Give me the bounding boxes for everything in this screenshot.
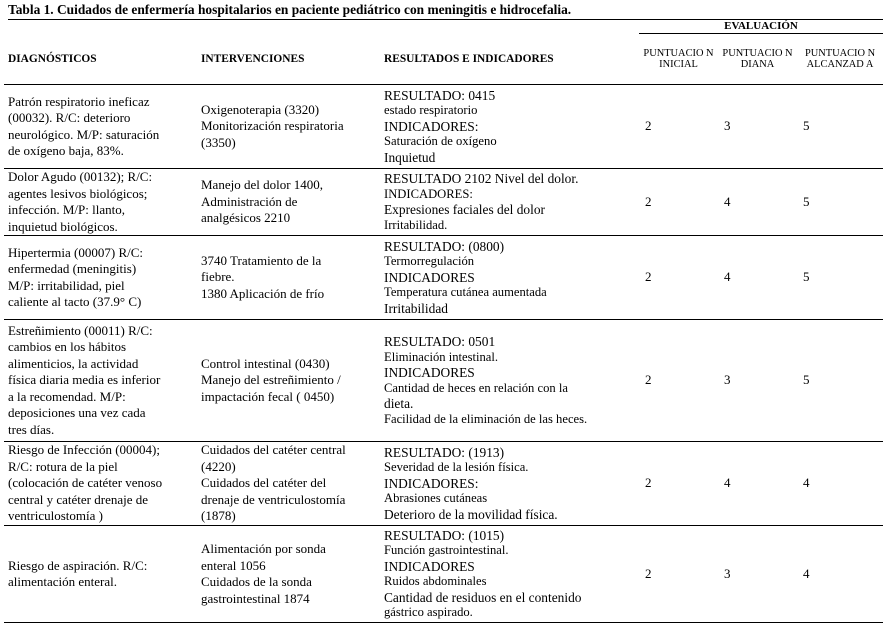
puntuacion-alcanzada-value: 5 (797, 85, 883, 169)
resultados-cell-line: Severidad de la lesión física. (384, 460, 529, 475)
intervenciones-header: INTERVENCIONES (197, 34, 380, 85)
diagnostico-cell-line: (colocación de catéter venoso (8, 475, 163, 491)
diagnostico-cell-line: Riesgo de aspiración. R/C: (8, 557, 148, 573)
resultados-cell-line: Abrasiones cutáneas (384, 491, 488, 506)
resultados-cell-line: Irritabilidad. (384, 217, 448, 232)
intervenciones-cell-line: Cuidados del catéter central (201, 442, 346, 458)
intervenciones-cell (197, 85, 380, 169)
care-table (4, 20, 883, 623)
intervenciones-cell-line: Alimentación por sonda (201, 541, 326, 556)
resultados-cell (380, 526, 639, 623)
intervenciones-cell-line: gastrointestinal 1874 (201, 590, 310, 606)
puntuacion-alcanzada-value: 5 (797, 169, 883, 236)
intervenciones-cell-line: Control intestinal (0430) (201, 355, 330, 371)
intervenciones-cell-line: enteral 1056 (201, 557, 266, 573)
resultados-cell-line: Inquietud (384, 149, 436, 165)
puntuacion-alcanzada-value: 4 (797, 442, 883, 526)
intervenciones-cell-line: impactación fecal ( 0450) (201, 388, 335, 404)
resultados-cell-line: Facilidad de la eliminación de las heces. (384, 411, 588, 426)
resultados-cell-line: Eliminación intestinal. (384, 349, 499, 364)
resultados-cell-line: INDICADORES (384, 558, 475, 574)
diagnostico-cell-line: alimenticios, la actividad (8, 355, 139, 371)
resultados-cell-line: Saturación de oxígeno (384, 134, 497, 149)
puntuacion-inicial-value: 2 (639, 442, 718, 526)
diagnostico-cell-line: neurológico. M/P: saturación (8, 126, 160, 142)
puntuacion-diana-header: PUNTUACIO N DIANA (718, 34, 797, 85)
diagnostico-cell-line: tres días. (8, 421, 55, 437)
resultados-cell (380, 169, 639, 236)
diagnostico-cell-line: central y catéter drenaje de (8, 491, 149, 507)
diagnostico-cell-line: Dolor Agudo (00132); R/C: (8, 169, 153, 184)
puntuacion-diana-value: 3 (718, 320, 797, 442)
intervenciones-cell-line: 3740 Tratamiento de la (201, 252, 322, 268)
diagnostico-cell (4, 320, 197, 442)
puntuacion-diana-value: 4 (718, 442, 797, 526)
resultados-cell (380, 236, 639, 320)
diagnostico-cell-line: alimentación enteral. (8, 574, 118, 589)
puntuacion-inicial-value: 2 (639, 85, 718, 169)
diagnostico-cell (4, 236, 197, 320)
resultados-cell-line: Cantidad de residuos en el contenido (384, 589, 582, 605)
intervenciones-cell-line: Cuidados del catéter del (201, 475, 327, 491)
intervenciones-cell-line: analgésicos 2210 (201, 210, 291, 226)
puntuacion-alcanzada-header: PUNTUACIO N ALCANZAD A (797, 34, 883, 85)
resultados-cell-line: Función gastrointestinal. (384, 543, 509, 557)
puntuacion-alcanzada-value: 5 (797, 320, 883, 442)
diagnostico-cell-line: Riesgo de Infección (00004); (8, 442, 160, 458)
intervenciones-cell-line: Manejo del estreñimiento / (201, 372, 341, 388)
resultados-cell-line: Irritabilidad (384, 300, 448, 316)
diagnostico-cell-line: a la recomendad. M/P: (8, 388, 126, 404)
resultados-cell-line: Expresiones faciales del dolor (384, 202, 546, 217)
diagnostico-cell-line: (00032). R/C: deterioro (8, 110, 131, 125)
intervenciones-cell-line: fiebre. (201, 269, 235, 285)
intervenciones-cell-line: (3350) (201, 134, 236, 150)
intervenciones-cell-line: (4220) (201, 458, 236, 474)
resultados-header: RESULTADOS E INDICADORES (380, 34, 639, 85)
evaluation-header: EVALUACIÓN (639, 20, 883, 34)
diagnostico-cell-line: cambios en los hábitos (8, 339, 127, 355)
resultados-cell (380, 442, 639, 526)
resultados-cell-line: RESULTADO: (0800) (384, 238, 505, 254)
diagnostico-cell-line: R/C: rotura de la piel (8, 458, 118, 474)
table-row (4, 320, 883, 442)
table-row (4, 442, 883, 526)
diagnostico-cell (4, 442, 197, 526)
resultados-cell-line: Deterioro de la movilidad física. (384, 506, 558, 522)
intervenciones-cell (197, 169, 380, 236)
intervenciones-cell-line: 1380 Aplicación de frío (201, 285, 325, 301)
intervenciones-cell-line: Cuidados de la sonda (201, 574, 312, 589)
resultados-cell-line: Cantidad de heces en relación con la (384, 380, 568, 395)
table-row (4, 236, 883, 320)
puntuacion-diana-value: 3 (718, 526, 797, 623)
resultados-cell-line: RESULTADO 2102 Nivel del dolor. (384, 171, 579, 186)
puntuacion-inicial-value: 2 (639, 169, 718, 236)
resultados-cell-line: gástrico aspirado. (384, 605, 473, 619)
intervenciones-cell-line: drenaje de ventriculostomía (201, 491, 346, 507)
intervenciones-cell (197, 236, 380, 320)
table-row (4, 169, 883, 236)
puntuacion-diana-value: 4 (718, 169, 797, 236)
diagnostico-cell-line: inquietud biológicos. (8, 218, 118, 234)
puntuacion-diana-value: 4 (718, 236, 797, 320)
puntuacion-inicial-value: 2 (639, 236, 718, 320)
puntuacion-inicial-value: 2 (639, 320, 718, 442)
diagnostico-cell-line: Estreñimiento (00011) R/C: (8, 322, 153, 338)
puntuacion-inicial-header: PUNTUACIO N INICIAL (639, 34, 718, 85)
diagnostico-cell-line: de oxígeno baja, 83%. (8, 143, 124, 158)
resultados-cell-line: RESULTADO: 0415 (384, 87, 496, 103)
resultados-cell-line: RESULTADO: 0501 (384, 334, 496, 349)
resultados-cell-line: Termorregulación (384, 254, 475, 269)
intervenciones-cell-line: Monitorización respiratoria (201, 118, 344, 134)
resultados-cell-line: INDICADORES: (384, 118, 479, 134)
diagnosticos-header: DIAGNÓSTICOS (4, 34, 197, 85)
puntuacion-alcanzada-value: 5 (797, 236, 883, 320)
intervenciones-cell-line: Administración de (201, 193, 298, 209)
resultados-cell-line: INDICADORES: (384, 475, 479, 491)
table-caption: Tabla 1. Cuidados de enfermería hospitalarios en paciente pediátrico con meningitis e hidrocefalia. (8, 2, 883, 20)
intervenciones-cell (197, 320, 380, 442)
resultados-cell-line: INDICADORES (384, 365, 475, 380)
puntuacion-diana-value: 3 (718, 85, 797, 169)
diagnostico-cell-line: caliente al tacto (37.9° C) (8, 294, 142, 309)
diagnostico-cell-line: Patrón respiratorio ineficaz (8, 93, 150, 109)
table-row (4, 85, 883, 169)
diagnostico-cell-line: infección. M/P: llanto, (8, 202, 125, 217)
intervenciones-cell-line: (1878) (201, 508, 236, 524)
diagnostico-cell (4, 169, 197, 236)
resultados-cell (380, 320, 639, 442)
diagnostico-cell-line: M/P: irritabilidad, piel (8, 277, 125, 293)
puntuacion-inicial-value: 2 (639, 526, 718, 623)
resultados-cell-line: dieta. (384, 396, 414, 411)
diagnostico-cell-line: ventriculostomía ) (8, 508, 103, 524)
diagnostico-cell (4, 526, 197, 623)
resultados-cell-line: RESULTADO: (1913) (384, 444, 505, 460)
puntuacion-alcanzada-value: 4 (797, 526, 883, 623)
intervenciones-cell (197, 526, 380, 623)
resultados-cell-line: RESULTADO: (1015) (384, 527, 505, 543)
diagnostico-cell-line: enfermedad (meningitis) (8, 261, 137, 276)
resultados-cell-line: INDICADORES (384, 269, 475, 285)
intervenciones-cell-line: Manejo del dolor 1400, (201, 177, 324, 193)
resultados-cell (380, 85, 639, 169)
intervenciones-cell (197, 442, 380, 526)
diagnostico-cell-line: Hipertermia (00007) R/C: (8, 244, 144, 260)
diagnostico-cell-line: física diaria media es inferior (8, 372, 161, 388)
resultados-cell-line: INDICADORES: (384, 186, 473, 201)
diagnostico-cell-line: agentes lesivos biológicos; (8, 185, 148, 201)
diagnostico-cell-line: deposiciones una vez cada (8, 405, 146, 421)
resultados-cell-line: Temperatura cutánea aumentada (384, 285, 547, 300)
resultados-cell-line: Ruidos abdominales (384, 574, 487, 588)
intervenciones-cell-line: Oxigenoterapia (3320) (201, 101, 320, 117)
resultados-cell-line: estado respiratorio (384, 103, 478, 118)
diagnostico-cell (4, 85, 197, 169)
table-row (4, 526, 883, 623)
